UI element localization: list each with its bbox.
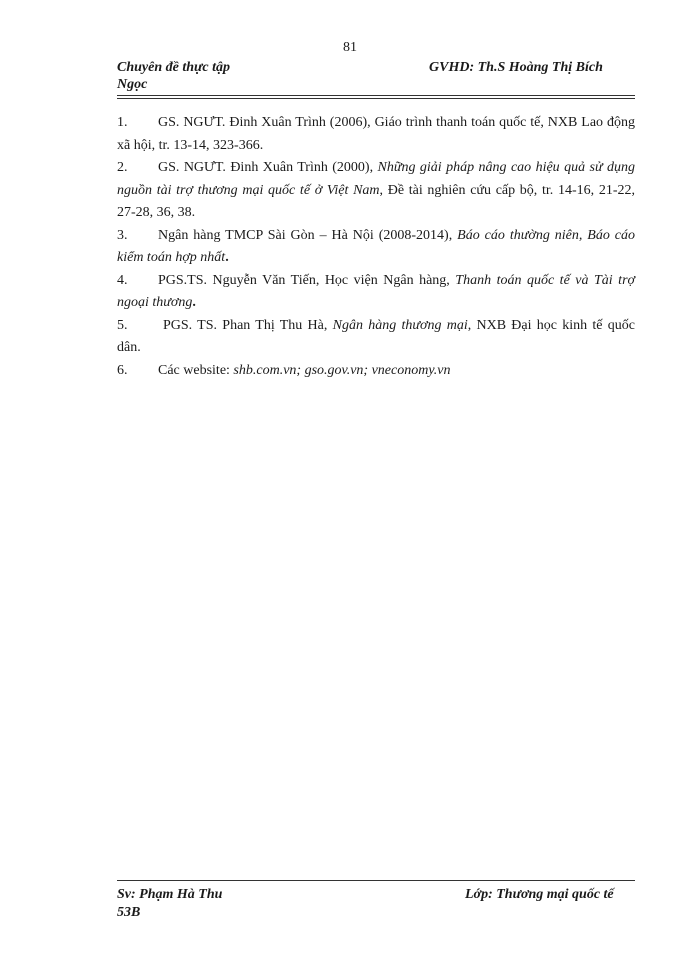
reference-item bbox=[117, 270, 635, 315]
footer-class: Lớp: Thương mại quốc tế bbox=[465, 887, 614, 902]
footer-student-continued: 53B bbox=[117, 905, 141, 920]
reference-number: 4. bbox=[117, 272, 128, 288]
reference-text: . bbox=[225, 250, 229, 265]
reference-text: GS. NGƯT. Đinh Xuân Trình (2000), bbox=[158, 160, 378, 175]
header-supervisor-continued: Ngọc bbox=[117, 77, 148, 92]
header-title: Chuyên đề thực tập bbox=[117, 60, 231, 75]
reference-number: 1. bbox=[117, 115, 128, 130]
reference-item bbox=[117, 360, 635, 383]
reference-text: PGS. TS. Phan Thị Thu Hà, bbox=[163, 317, 333, 333]
reference-number: 2. bbox=[117, 160, 128, 175]
reference-number: 6. bbox=[117, 362, 128, 378]
reference-text: GS. NGƯT. Đinh Xuân Trình (2006), Giáo trình thanh toán quốc tế, NXB Lao động xã hội, tr. 13-14, 323-366. bbox=[117, 115, 635, 153]
reference-text: PGS.TS. Nguyễn Văn Tiến, Học viện Ngân hàng, bbox=[158, 272, 456, 288]
reference-text: Thanh toán quốc tế và Tài trợ ngoại thương bbox=[117, 272, 635, 310]
reference-list bbox=[117, 112, 635, 382]
reference-item bbox=[117, 157, 635, 225]
page-number: 81 bbox=[343, 40, 357, 55]
reference-text: Ngân hàng TMCP Sài Gòn – Hà Nội (2008-2014), bbox=[158, 227, 458, 243]
header-double-rule bbox=[117, 95, 635, 99]
header-supervisor: GVHD: Th.S Hoàng Thị Bích bbox=[429, 60, 603, 75]
reference-text: shb.com.vn; gso.gov.vn; vneconomy.vn bbox=[233, 362, 451, 378]
reference-text: Báo cáo thường niên, Báo cáo kiểm toán hợp nhất bbox=[117, 227, 636, 265]
reference-item bbox=[117, 315, 635, 360]
reference-number: 3. bbox=[117, 227, 128, 243]
reference-item bbox=[117, 225, 635, 270]
reference-text: Những giải pháp nâng cao hiệu quả sử dụng nguồn tài trợ thương mại quốc tế ở Việt Nam bbox=[117, 160, 636, 198]
reference-text: . bbox=[192, 295, 196, 310]
reference-text: Các website: bbox=[158, 362, 234, 378]
footer-student: Sv: Phạm Hà Thu bbox=[117, 887, 223, 902]
reference-text: , NXB Đại học kinh tế quốc dân. bbox=[117, 317, 635, 355]
reference-number: 5. bbox=[117, 317, 128, 333]
reference-item bbox=[117, 112, 635, 157]
reference-text: , Đề tài nghiên cứu cấp bộ, tr. 14-16, 21-22, 27-28, 36, 38. bbox=[117, 182, 635, 220]
footer-rule bbox=[117, 880, 635, 881]
reference-text: Ngân hàng thương mại bbox=[332, 317, 468, 333]
